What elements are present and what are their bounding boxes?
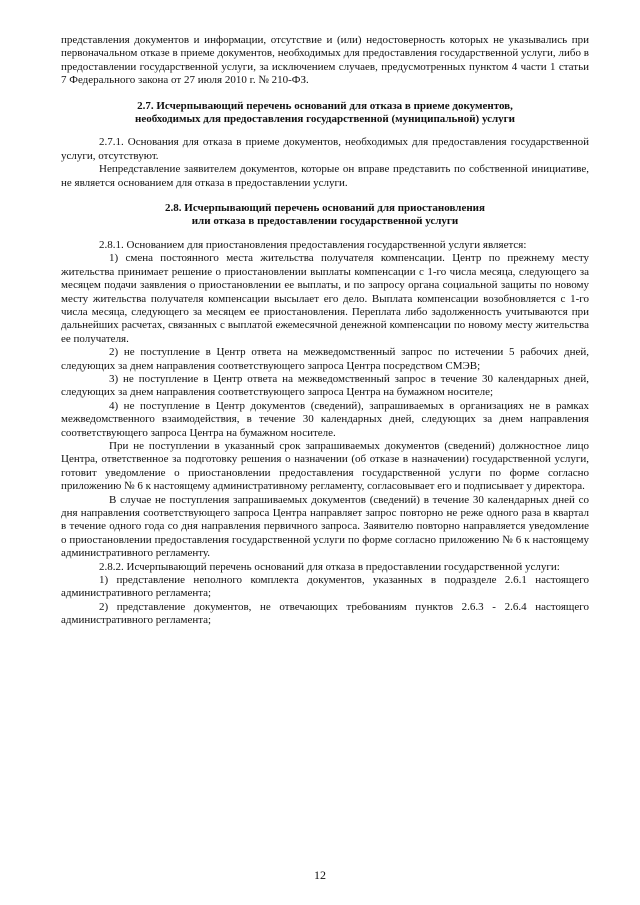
paragraph-2-6-tail: представления документов и информации, отсутствие и (или) недостоверность которых не указывались при первоначальном отказе в приеме документов, необходимых для предоставления государственной услуги, либо в предоставлении государственной услуги, за исключением случаев, предусмотренных пунктом 4 части 1 статьи 7 Федерального закона от 27 июля 2010 г. № 210-ФЗ. bbox=[61, 34, 589, 87]
heading-2-8-line2: или отказа в предоставлении государственной услуги bbox=[191, 215, 459, 228]
refusal-item-1: 1) представление неполного комплекта документов, указанных в подразделе 2.6.1 настоящего административного регламента; bbox=[61, 574, 589, 600]
document-page bbox=[61, 34, 589, 628]
suspension-item-1: 1) смена постоянного места жительства получателя компенсации. Центр по прежнему месту жительства принимает решение о приостановлении выплаты компенсации с 1-го числа месяца, следующего за месяцем подачи заявления о приостановлении ее выплаты, и по запросу органа социальной защиты по новому месту жительства получателя компенсации высылает его дело. Выплата компенсации возобновляется с 1-го числа месяца, следующего за месяцем ее приостановления. Переплата либо задолженность учитываются при дальнейших расчетах, связанных с выплатой ежемесячной денежной компенсации по новому месту жительства ее получателя. bbox=[61, 252, 589, 345]
refusal-item-2: 2) представление документов, не отвечающих требованиям пунктов 2.6.3 - 2.6.4 настоящего административного регламента; bbox=[61, 600, 589, 627]
suspension-item-2: 2) не поступление в Центр ответа на межведомственный запрос по истечении 5 рабочих дней, следующих за днем направления соответствующего запроса Центра посредством СМЭВ; bbox=[61, 346, 589, 372]
paragraph-no-receipt: При не поступлении в указанный срок запрашиваемых документов (сведений) должностное лицо Центра, ответственное за подготовку решения о назначении (об отказе в назначении) государственной услуги, готовит уведомление о приостановлении предоставления государственной услуги по форме согласно приложению № 6 к настоящему административному регламенту, согласовывает его и подписывает у директора. bbox=[61, 439, 589, 493]
heading-2-7-line1: 2.7. Исчерпывающий перечень оснований для отказа в приеме документов, bbox=[137, 99, 513, 112]
paragraph-2-7-1: 2.7.1. Основания для отказа в приеме документов, необходимых для предоставления государственной услуги, отсутствуют. bbox=[61, 136, 589, 162]
page-number: 12 bbox=[314, 868, 326, 882]
paragraph-2-7-nonsubmission: Непредставление заявителем документов, которые он вправе представить по собственной инициативе, не является основанием для отказа в предоставлении услуги. bbox=[61, 163, 589, 189]
heading-2-7 bbox=[61, 100, 589, 127]
heading-2-7-line2: необходимых для предоставления государственной (муниципальной) услуги bbox=[134, 113, 516, 126]
heading-2-8-line1: 2.8. Исчерпывающий перечень оснований для приостановления bbox=[165, 202, 485, 215]
paragraph-repeat-request: В случае не поступления запрашиваемых документов (сведений) в течение 30 календарных дней со дня направления соответствующего запроса Центра направляет запрос повторно не реже одного раза в квартал в течение одного года со дня направления первичного запроса. Заявителю повторно направляется уведомление о приостановлении предоставления государственной услуги по форме согласно приложению № 6 к настоящему административного регламенту. bbox=[61, 493, 589, 560]
paragraph-2-8-1: 2.8.1. Основанием для приостановления предоставления государственной услуги является: bbox=[99, 238, 527, 251]
suspension-item-3: 3) не поступление в Центр ответа на межведомственный запрос в течение 30 календарных дней, следующих за днем направления соответствующего запроса Центра на бумажном носителе; bbox=[61, 372, 589, 399]
paragraph-2-8-2: 2.8.2. Исчерпывающий перечень оснований для отказа в предоставлении государственной услуги: bbox=[99, 560, 560, 573]
heading-2-8 bbox=[61, 202, 589, 229]
suspension-item-4: 4) не поступление в Центр документов (сведений), запрашиваемых в организациях не в рамках межведомственного взаимодействия, в течение 30 календарных дней, следующих за днем направления соответствующего запроса Центра на бумажном носителе. bbox=[61, 399, 589, 439]
